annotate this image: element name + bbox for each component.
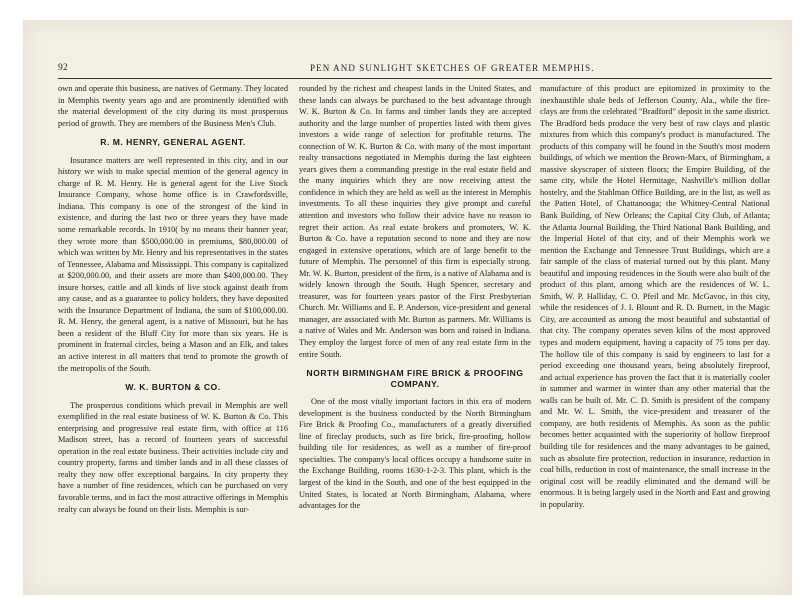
body-paragraph: One of the most vitally important factors in this era of modern development is the business conducted by the North Birmingham Fire Brick & Proofing Co., manufacturers of a greatly diversified line of fireclay products, such as fire brick, fire-proofing, hollow building tile for residences, as well as a number of fire-proof specialties. The company's local offices occupy a handsome suite in the Exchange Building, rooms 1630-1-2-3. This plant, which is the largest of the kind in the South, and one of the best equipped in the United States, is located at North Birmingham, Alabama, where advantages for the: [299, 397, 531, 511]
section-heading: W. K. BURTON & CO.: [125, 382, 221, 393]
text-column-middle: [299, 83, 531, 583]
body-paragraph: The prosperous conditions which prevail in Memphis are well exemplified in the real estate business of W. K. Burton & Co. This enterprising and progressive real estate firm, with office at 116 Madison street, has a record of fourteen years of successful operation in the real estate business. Their activities include city and country property, farms and timber lands and in all these classes of realty they now offer exceptional bargains. In city property they have a number of fine residences, which can be purchased on very favorable terms, and in fact the most attractive offerings in Memphis realty can always be found on their lists. Memphis is sur-: [58, 400, 288, 514]
text-column-right: [540, 83, 770, 583]
header-rule: [58, 78, 772, 79]
continued-paragraph: own and operate this business, are natives of Germany. They located in Memphis twenty years ago and are prominently identified with the material development of the city during its most prosperous period of growth. They are members of the Business Men's Club.: [58, 84, 288, 128]
page-header: [58, 63, 772, 77]
text-column-left: [58, 83, 288, 583]
section-heading: R. M. HENRY, GENERAL AGENT.: [100, 137, 246, 148]
continued-paragraph: rounded by the richest and cheapest lands in the United States, and these lands can always be purchased to the best advantage through W. K. Burton & Co. In farms and timber lands they are accepted authority and the large number of properties listed with them gives investors a wide range of selection for profitable returns. The connection of W. K. Burton & Co. with many of the most important realty transactions negotiated in Memphis during the last eighteen years gives them a commanding prestige in the real estate field and the many inquiries which they are now receiving attest the confidence in which they are held as well as the interest in Memphis investments. To all these inquiries they give prompt and careful attention and investors who follow their advice have no reason to regret their action. As real estate brokers and promoters, W. K. Burton & Co. have a reputation second to none and they are now engaged in extensive operations, which are of large benefit to the future of Memphis. The personnel of this firm is especially strong. Mr. W. K. Burton, president of the firm, is a native of Alabama and is widely known through the South. Hugh Spencer, secretary and treasurer, was for fourteen years pastor of the First Presbyterian Church. Mr. Williams and E. P. Anderson, vice-president and general manager, are associated with Mr. Burton as partners. Mr. Williams is a native of Wales and Mr. Anderson was born and raised in Indiana. They employ the largest force of men of any real estate firm in the entire South.: [299, 84, 531, 359]
body-paragraph: Insurance matters are well represented in this city, and in our history we wish to make special mention of the general agency in charge of R. M. Henry. He is general agent for the Live Stock Insurance Company, whose home office is in Crawfordsville, Indiana. This company is one of the strongest of the kind in existence, and during the last two or three years they have made some remarkable records. In 1910( by no means their banner year, they wrote more than $500,000.00 in premiums, $80,000.00 of which was written by Mr. Henry and his representatives in the states of Tennessee, Alabama and Mississippi. This company is capitalized at $200,000.00, and their assets are more than $400,000.00. They insure horses, cattle and all kinds of live stock against death from any cause, and as a guarantee to policy holders, they have deposited with the Insurance Department of Indiana, the sum of $100,000.00. R. M. Henry, the general agent, is a native of Missouri, but he has been a resident of the Bluff City for more than six years. He is prominent in fraternal circles, being a Mason and an Elk, and takes an active interest in all matters that tend to promote the growth of the metropolis of the South.: [58, 155, 288, 373]
running-title: PEN AND SUNLIGHT SKETCHES OF GREATER MEMPHIS.: [310, 63, 595, 73]
page-number: 92: [58, 63, 69, 73]
continued-paragraph: manufacture of this product are epitomized in proximity to the inexhaustible shale beds of Jefferson County, Ala., while the fire-clays are from the celebrated "Bradford" deposit in the same district. The Bradford beds produce the very best of raw clays and plastic mixtures from which this company's product is manufactured. The products of this company will be found in the South's most modern buildings, of which we mention the Brown-Marx, of Birmingham, a massive skyscraper of sixteen floors; the Empire Building, of the same city, while the Hotel Hermitage, Nashville's million dollar hostelry, and the Stahlman Office Building, are in the list, as well as the Patten Hotel, of Chattanooga; the Whitney-Central National Bank Building, of New Orleans; the Capital City Club, of Atlanta; the Atlanta Journal Building, the Third National Bank Building, and the Imperial Hotel of that city, and of their Memphis work we mention the Exchange and Tennessee Trust Buildings, which are a fair sample of the class of material turned out by this plant. Many beautiful and imposing residences in the South were also built of the product of this plant, among which are the residences of W. L. Smith, W. P. Halliday, C. O. Pfeil and Mr. McGavoc, in this city, while the residences of J. I. Blount and R. D. Burnett, in the Magic City, are accounted as among the most beautiful and substantial of that city. The company operates seven kilns of the most approved types and modern equipment, having a capacity of 75 tons per day. The hollow tile of this company is said by engineers to last for a period exceeding one thousand years, being absolutely fireproof, and actual experience has proven the fact that it is materially cooler in summer and warmer in winter than any other material that the walls can be built of. Mr. C. D. Smith is president of the company and Mr. W. L. Smith, the vice-president and treasurer of the company, are both residents of Memphis. As soon as the public becomes better acquainted with the superiority of hollow fireproof building tile for residences and the many advantages to be gained, such as absolute fire protection, reduction in insurance, reduction in coal bills, reduction in cost of maintenance, the small increase in the original cost will be readily eliminated and the demand will be enormous. It is being largely used in the North and East and growing in popularity.: [540, 84, 770, 509]
section-heading: NORTH BIRMINGHAM FIRE BRICK & PROOFING COMPANY.: [306, 368, 524, 389]
